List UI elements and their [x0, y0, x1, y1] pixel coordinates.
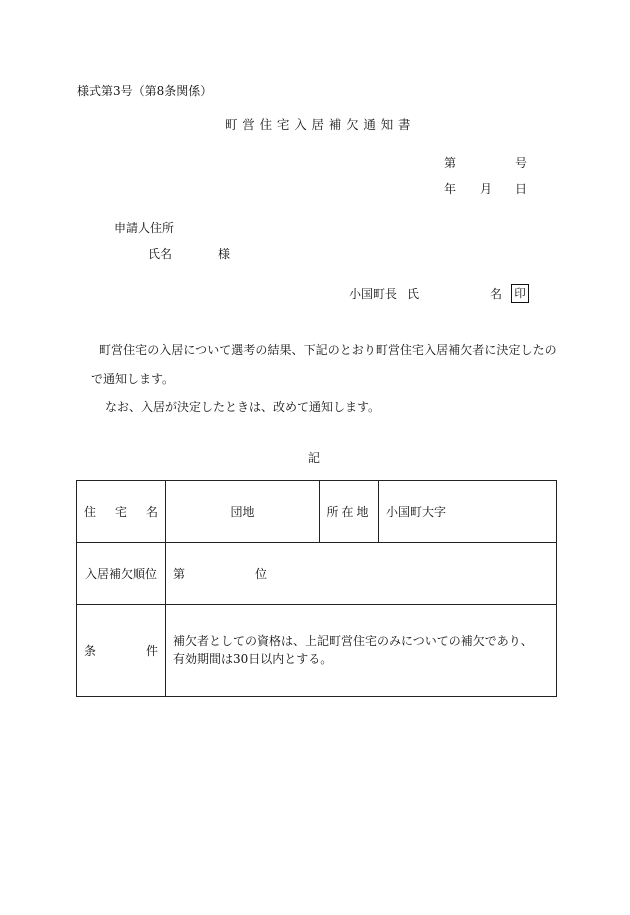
housing-label-char: 宅 — [114, 505, 127, 519]
date-day: 日 — [515, 182, 528, 196]
sender-shi: 氏 — [407, 287, 420, 301]
body-paragraph-line-2: で通知します。 — [91, 372, 175, 386]
rank-suffix: 位 — [255, 567, 268, 581]
honorific: 様 — [218, 247, 231, 261]
rank-value-cell — [166, 543, 557, 605]
housing-name-label-cell — [77, 481, 166, 543]
date-year: 年 — [444, 182, 457, 196]
conditions-value: 補欠者としての資格は、上記町営住宅のみについての補欠であり、有効期間は30日以内とする。 — [166, 605, 557, 697]
location-label: 所在地 — [320, 481, 379, 543]
applicant-name-label: 氏名 — [148, 247, 173, 261]
rank-prefix: 第 — [173, 567, 186, 581]
housing-label-char: 住 — [84, 505, 97, 519]
location-value: 小国町大字 — [379, 481, 557, 543]
conditions-label-cell — [77, 605, 166, 697]
housing-name-value: 団地 — [166, 481, 320, 543]
rank-label: 入居補欠順位 — [77, 543, 166, 605]
table-row-conditions — [77, 605, 557, 697]
sender-mei: 名 — [490, 287, 503, 301]
document-number-prefix: 第 — [444, 156, 457, 170]
applicant-address-label: 申請人住所 — [114, 221, 175, 235]
body-paragraph-line-3: なお、入居が決定したときは、改めて通知します。 — [105, 400, 381, 414]
document-title: 町営住宅入居補欠通知書 — [225, 117, 416, 132]
sender-title: 小国町長 — [349, 287, 398, 301]
conditions-label-char: 条 — [84, 644, 97, 658]
table-row-housing — [77, 481, 557, 543]
conditions-label-char: 件 — [145, 644, 158, 658]
ki-heading: 記 — [308, 451, 321, 465]
detail-table — [76, 480, 557, 697]
date-month: 月 — [480, 182, 493, 196]
form-number-label: 様式第3号（第8条関係） — [77, 84, 213, 98]
seal-box: 印 — [511, 284, 529, 303]
body-paragraph-line-1: 町営住宅の入居について選考の結果、下記のとおり町営住宅入居補欠者に決定したの — [99, 343, 557, 357]
table-row-rank — [77, 543, 557, 605]
housing-label-char: 名 — [145, 505, 158, 519]
document-number-suffix: 号 — [515, 156, 528, 170]
